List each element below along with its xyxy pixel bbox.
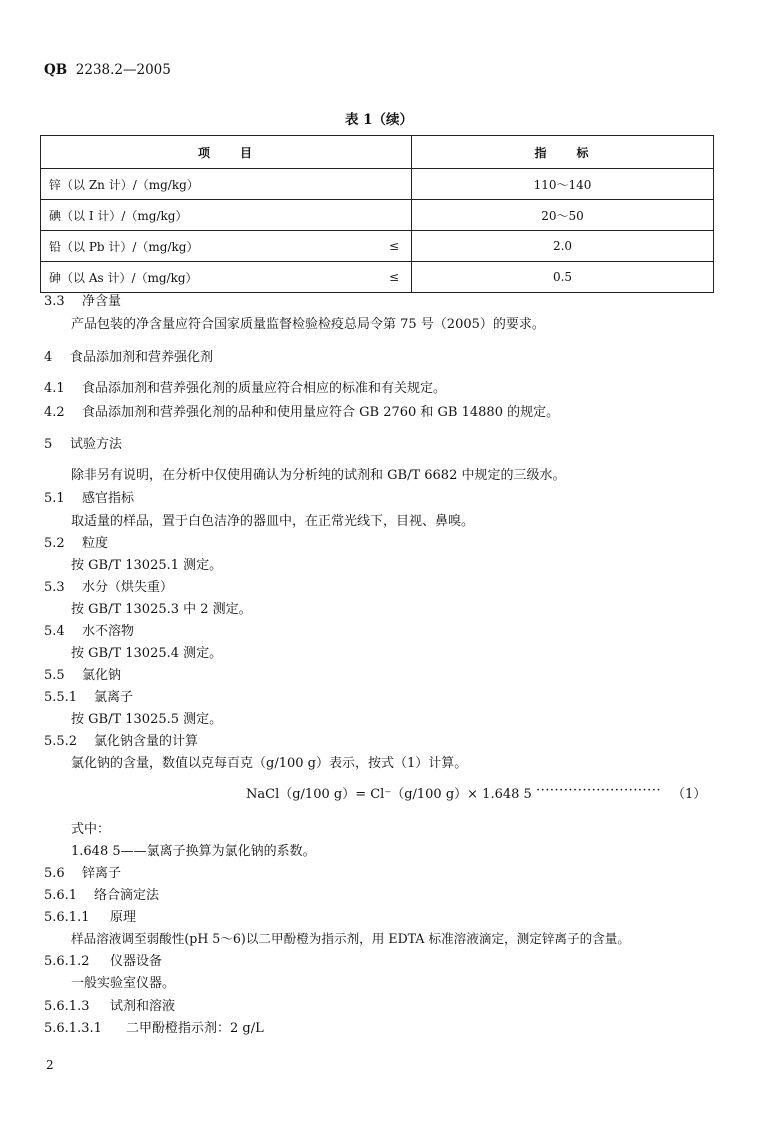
section-4-heading <box>44 346 213 365</box>
section-title: 水不溶物 <box>82 624 135 639</box>
section-5-3-heading <box>44 576 173 595</box>
section-5-4-heading <box>44 620 134 639</box>
section-5-heading <box>44 433 122 452</box>
section-number: 5.6.1.1 <box>44 910 90 925</box>
row-symbol: ≤ <box>377 231 412 262</box>
section-5-6-1-2-text: 一般实验室仪器。 <box>71 976 176 991</box>
section-number: 5.3 <box>44 580 65 595</box>
formula-1: NaCl（g/100 g）= Cl⁻（g/100 g）× 1.648 5 <box>246 787 532 802</box>
section-5-1-text: 取适量的样品，置于白色洁净的器皿中，在正常光线下，目视、鼻嗅。 <box>71 514 475 529</box>
section-text: 食品添加剂和营养强化剂的质量应符合相应的标准和有关规定。 <box>82 381 447 396</box>
section-title: 粒度 <box>82 536 109 551</box>
row-value: 0.5 <box>412 262 714 293</box>
section-5-4-text: 按 GB/T 13025.4 测定。 <box>71 646 223 661</box>
section-number: 4.2 <box>44 405 65 420</box>
section-4-2 <box>44 401 559 420</box>
section-number: 5.6 <box>44 866 65 881</box>
row-item: 砷（以 As 计）/（mg/kg） <box>41 262 378 293</box>
row-symbol: ≤ <box>377 262 412 293</box>
table-row <box>41 262 714 293</box>
section-5-6-heading <box>44 862 121 881</box>
section-number: 5.5.2 <box>44 734 78 749</box>
section-number: 5.5.1 <box>44 690 78 705</box>
section-number: 5.6.1.3 <box>44 999 90 1014</box>
table-row <box>41 169 714 200</box>
row-item: 铅（以 Pb 计）/（mg/kg） <box>41 231 378 262</box>
section-title: 食品添加剂和营养强化剂 <box>70 350 214 365</box>
section-title: 氯化钠含量的计算 <box>94 734 199 749</box>
formula-where-label: 式中： <box>71 822 111 837</box>
section-title: 原理 <box>110 910 137 925</box>
section-5-6-1-1-text: 样品溶液调至弱酸性(pH 5～6)以二甲酚橙为指示剂，用 EDTA 标准溶液滴定，测定锌离子的含量。 <box>71 931 630 946</box>
section-number: 5.6.1 <box>44 888 78 903</box>
spec-table <box>40 135 714 293</box>
section-title: 锌离子 <box>82 866 122 881</box>
row-item: 碘（以 I 计）/（mg/kg） <box>41 200 378 231</box>
table-row <box>41 231 714 262</box>
section-title: 仪器设备 <box>110 954 163 969</box>
row-value: 20～50 <box>412 200 714 231</box>
section-5-6-1-3-1 <box>44 1017 264 1036</box>
section-5-1-heading <box>44 487 134 506</box>
section-number: 5.4 <box>44 624 65 639</box>
section-title: 试验方法 <box>70 437 123 452</box>
table-caption: 表 1（续） <box>344 112 414 128</box>
standard-header <box>44 62 171 78</box>
section-5-6-1-1-heading <box>44 906 136 925</box>
row-item: 锌（以 Zn 计）/（mg/kg） <box>41 169 378 200</box>
section-5-6-1-2-heading <box>44 950 162 969</box>
section-text: 食品添加剂和营养强化剂的品种和使用量应符合 GB 2760 和 GB 14880 的规定。 <box>82 405 560 420</box>
section-title: 氯化钠 <box>82 668 122 683</box>
page-number: 2 <box>46 1058 54 1072</box>
standard-prefix: QB <box>44 62 68 78</box>
row-value: 2.0 <box>412 231 714 262</box>
section-number: 3.3 <box>44 294 65 309</box>
table-row <box>41 200 714 231</box>
formula-where-item: 1.648 5——氯离子换算为氯化钠的系数。 <box>71 844 316 859</box>
section-number: 4.1 <box>44 381 65 396</box>
standard-number: 2238.2—2005 <box>75 62 171 78</box>
section-number: 5.5 <box>44 668 65 683</box>
col-value-header: 指 标 <box>412 136 714 169</box>
formula-number: （1） <box>672 787 707 802</box>
section-title: 感官指标 <box>82 491 135 506</box>
formula-leader-dots: ··························· <box>536 783 662 798</box>
section-5-text: 除非另有说明，在分析中仅使用确认为分析纯的试剂和 GB/T 6682 中规定的三级水。 <box>71 468 566 483</box>
section-title: 试剂和溶液 <box>110 999 176 1014</box>
section-3-3-heading <box>44 290 121 309</box>
section-title: 净含量 <box>82 294 122 309</box>
section-5-6-1-heading <box>44 884 159 903</box>
section-5-2-heading <box>44 532 108 551</box>
section-5-5-2-heading <box>44 730 198 749</box>
section-5-5-heading <box>44 664 121 683</box>
section-number: 4 <box>44 350 53 365</box>
section-number: 5.6.1.3.1 <box>44 1021 102 1036</box>
section-number: 5 <box>44 437 53 452</box>
section-number: 5.6.1.2 <box>44 954 90 969</box>
section-title: 氯离子 <box>94 690 134 705</box>
section-number: 5.2 <box>44 536 65 551</box>
section-5-5-1-text: 按 GB/T 13025.5 测定。 <box>71 712 223 727</box>
section-4-1 <box>44 377 446 396</box>
section-number: 5.1 <box>44 491 65 506</box>
section-5-3-text: 按 GB/T 13025.3 中 2 测定。 <box>71 602 252 617</box>
row-symbol <box>377 169 412 200</box>
section-text: 二甲酚橙指示剂：2 g/L <box>126 1021 264 1036</box>
section-5-5-1-heading <box>44 686 133 705</box>
section-3-3-text: 产品包装的净含量应符合国家质量监督检验检疫总局令第 75 号（2005）的要求。 <box>71 317 545 332</box>
section-5-2-text: 按 GB/T 13025.1 测定。 <box>71 558 223 573</box>
row-symbol <box>377 200 412 231</box>
section-5-5-2-text: 氯化钠的含量，数值以克每百克（g/100 g）表示，按式（1）计算。 <box>71 756 468 771</box>
section-title: 络合滴定法 <box>94 888 160 903</box>
section-title: 水分（烘失重） <box>82 580 174 595</box>
row-value: 110～140 <box>412 169 714 200</box>
table-header-row <box>41 136 714 169</box>
section-5-6-1-3-heading <box>44 995 175 1014</box>
col-item-header: 项 目 <box>41 136 412 169</box>
